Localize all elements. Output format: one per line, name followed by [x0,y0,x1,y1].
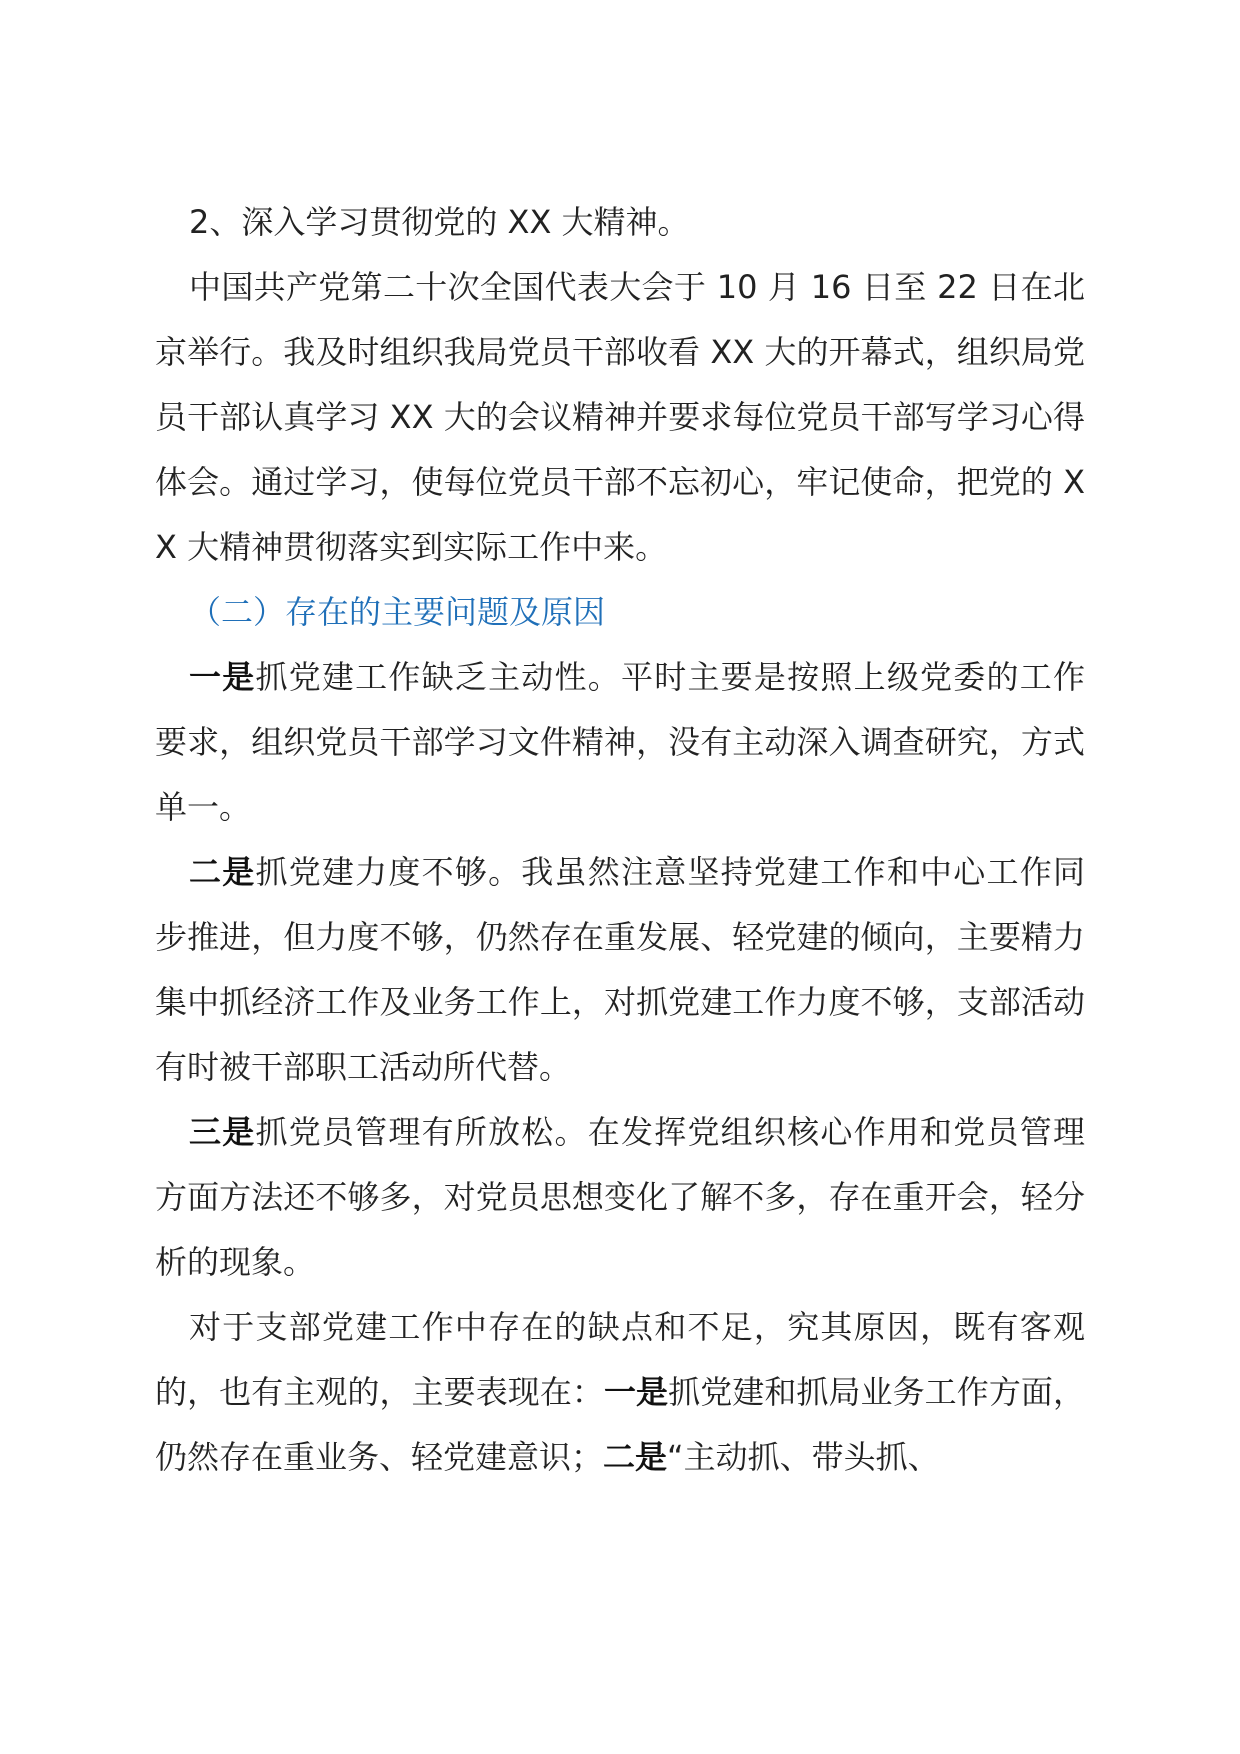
paragraph-text: 2、深入学习贯彻党的 XX 大精神。 [189,203,690,241]
paragraph-text: 对于支部党建工作中存在的缺点和不足，究其原因，既有客观的，也有主观的，主要表现在： [155,1308,1085,1411]
paragraph-problem-3 [155,1100,1085,1295]
paragraph-study-title [155,190,1085,255]
bold-label: 三是 [189,1113,256,1151]
section-heading [155,580,1085,645]
paragraph-text: 抓党建力度不够。我虽然注意坚持党建工作和中心工作同步推进，但力度不够，仍然存在重发展、轻党建的倾向，主要精力集中抓经济工作及业务工作上，对抓党建工作力度不够，支部活动有时被干部职工活动所代替。 [155,853,1085,1086]
bold-label: 一是 [603,1373,669,1411]
paragraph-problem-2 [155,840,1085,1100]
paragraph-text: 抓党建工作缺乏主动性。平时主要是按照上级党委的工作要求，组织党员干部学习文件精神，没有主动深入调查研究，方式单一。 [155,658,1085,826]
paragraph-text: “主动抓、带头抓、 [667,1438,940,1476]
paragraph-text: 抓党建和抓局业务工作方面，仍然存在重业务、轻党建意识； [155,1373,1085,1476]
bold-label: 二是 [603,1438,668,1476]
document-page [155,190,1085,1490]
bold-label: 二是 [189,853,256,891]
paragraph-causes [155,1295,1085,1490]
heading-text: （二）存在的主要问题及原因 [189,593,606,631]
paragraph-text: 中国共产党第二十次全国代表大会于 10 月 16 日至 22 日在北京举行。我及时组织我局党员干部收看 XX 大的开幕式，组织局党员干部认真学习 XX 大的会议精神并要求每位党员干部写学习心得体会。通过学习，使每位党员干部不忘初心，牢记使命，把党的 XX 大精神贯彻落实到实际工作中来。 [155,268,1085,566]
paragraph-congress [155,255,1085,580]
paragraph-text: 抓党员管理有所放松。在发挥党组织核心作用和党员管理方面方法还不够多，对党员思想变化了解不多，存在重开会，轻分析的现象。 [155,1113,1085,1281]
bold-label: 一是 [189,658,256,696]
paragraph-problem-1 [155,645,1085,840]
